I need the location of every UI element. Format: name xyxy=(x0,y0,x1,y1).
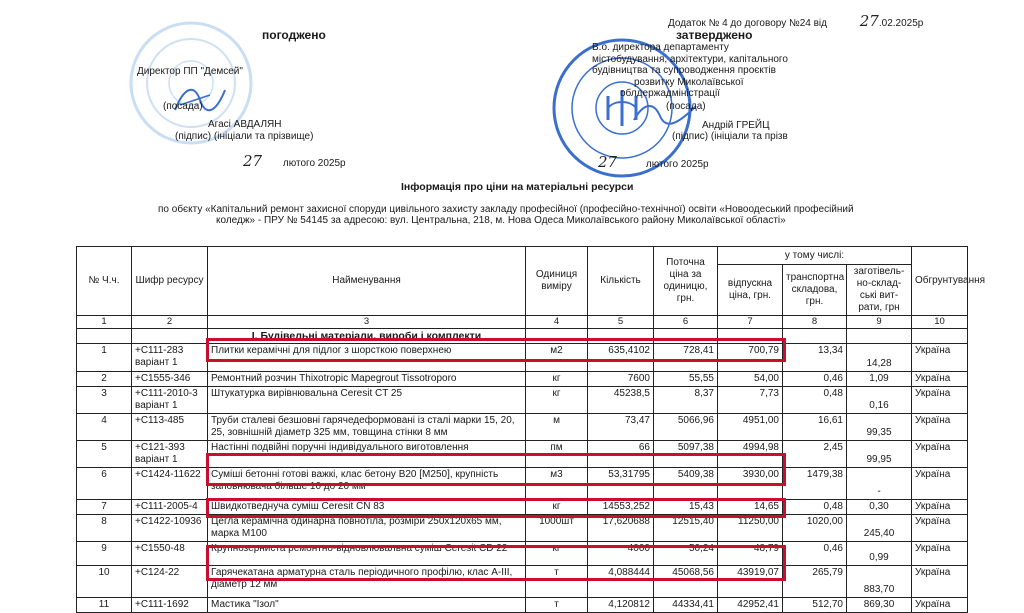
table-row xyxy=(77,387,968,414)
header-name: Найменування xyxy=(208,247,526,316)
cell-release: 43919,07 xyxy=(718,566,783,598)
cell-origin: Україна xyxy=(912,372,968,387)
left-position: Директор ПП "Демсей" xyxy=(137,66,243,77)
cell-release: 42952,41 xyxy=(718,598,783,613)
cell-transport: 13,34 xyxy=(783,344,847,372)
col-number: 5 xyxy=(588,316,654,329)
object-line-1: по обєкту «Капітальний ремонт захисної споруди цивільного захисту закладу професійної (професійно-технічної) освіти «Новоодеський професійний xyxy=(158,204,854,215)
cell-transport: 0,48 xyxy=(783,500,847,515)
right-date: 27 лютого 2025р xyxy=(598,153,709,171)
table-row xyxy=(77,468,968,500)
cell-qty: 45238,5 xyxy=(588,387,654,414)
col-number: 1 xyxy=(77,316,132,329)
cell-no: 6 xyxy=(77,468,132,500)
cell-origin: Україна xyxy=(912,566,968,598)
left-signature-icon xyxy=(170,80,230,120)
cell-transport: 16,61 xyxy=(783,414,847,441)
cell-code: +С1422-10936 xyxy=(132,515,208,542)
cell-unit: 1000шт xyxy=(526,515,588,542)
cell-qty: 53,31795 xyxy=(588,468,654,500)
cell-no: 1 xyxy=(77,344,132,372)
table-row xyxy=(77,542,968,566)
cell-transport: 1020,00 xyxy=(783,515,847,542)
cell-price: 44334,41 xyxy=(654,598,718,613)
col-number: 8 xyxy=(783,316,847,329)
cell-name: Ремонтний розчин Thixotropic Mapegrout Tissotroporo xyxy=(208,372,526,387)
right-signer-caption: (підпис) (ініціали та прізв xyxy=(672,131,788,142)
cell-procure: 0,99 xyxy=(847,542,912,566)
cell-name: Штукатурка вирівнювальна Ceresit CT 25 xyxy=(208,387,526,414)
right-position: В.о. директора департаменту містобудування, архітектури, капітального будівництва та супроводження проєктів розвитку Миколаївської облдержадміністрації xyxy=(592,42,788,99)
cell-qty: 14553,252 xyxy=(588,500,654,515)
header-release: відпускна ціна, грн. xyxy=(718,265,783,316)
cell-name: Мастика "Ізол" xyxy=(208,598,526,613)
cell-no: 2 xyxy=(77,372,132,387)
cell-qty: 635,4102 xyxy=(588,344,654,372)
cell-price: 15,43 xyxy=(654,500,718,515)
table-row xyxy=(77,515,968,542)
cell-unit: кг xyxy=(526,372,588,387)
cell-unit: м xyxy=(526,414,588,441)
cell-transport: 0,46 xyxy=(783,372,847,387)
left-signer-name: Агасі АВДАЛЯН xyxy=(208,119,282,130)
cell-unit: м2 xyxy=(526,344,588,372)
col-number: 7 xyxy=(718,316,783,329)
cell-price: 5409,38 xyxy=(654,468,718,500)
cell-price: 728,41 xyxy=(654,344,718,372)
cell-code: +С1424-11622 xyxy=(132,468,208,500)
cell-transport: 0,48 xyxy=(783,387,847,414)
cell-price: 45068,56 xyxy=(654,566,718,598)
table-row xyxy=(77,372,968,387)
cell-unit: пм xyxy=(526,441,588,468)
cell-price: 5066,96 xyxy=(654,414,718,441)
cell-origin: Україна xyxy=(912,598,968,613)
cell-transport: 512,70 xyxy=(783,598,847,613)
cell-no: 4 xyxy=(77,414,132,441)
cell-transport: 2,45 xyxy=(783,441,847,468)
cell-price: 8,37 xyxy=(654,387,718,414)
cell-unit: кг xyxy=(526,542,588,566)
cell-price: 5097,38 xyxy=(654,441,718,468)
cell-release: 3930,00 xyxy=(718,468,783,500)
left-date: 27 лютого 2025р xyxy=(243,152,346,170)
cell-name: Цегла керамічна одинарна повнотіла, розміри 250х120х65 мм, марка М100 xyxy=(208,515,526,542)
header-including: у тому числі: xyxy=(718,247,912,265)
cell-transport: 0,46 xyxy=(783,542,847,566)
cell-qty: 66 xyxy=(588,441,654,468)
cell-no: 7 xyxy=(77,500,132,515)
cell-name: Гарячекатана арматурна сталь періодичного профілю, клас А-III, діаметр 12 мм xyxy=(208,566,526,598)
cell-unit: т xyxy=(526,598,588,613)
left-approval-title: погоджено xyxy=(262,28,326,42)
cell-procure: 245,40 xyxy=(847,515,912,542)
table-row xyxy=(77,414,968,441)
table-row xyxy=(77,441,968,468)
cell-release: 54,00 xyxy=(718,372,783,387)
header-code: Шифр ресурсу xyxy=(132,247,208,316)
cell-origin: Україна xyxy=(912,414,968,441)
cell-name: Труби сталеві безшовні гарячедеформовані із сталі марки 15, 20, 25, зовнішній діаметр 325 мм, товщина стінки 8 мм xyxy=(208,414,526,441)
cell-qty: 4,088444 xyxy=(588,566,654,598)
cell-origin: Україна xyxy=(912,515,968,542)
table-row xyxy=(77,566,968,598)
cell-origin: Україна xyxy=(912,344,968,372)
cell-procure: 14,28 xyxy=(847,344,912,372)
col-number: 4 xyxy=(526,316,588,329)
cell-price: 12515,40 xyxy=(654,515,718,542)
cell-procure: 99,35 xyxy=(847,414,912,441)
materials-price-table xyxy=(76,246,986,613)
cell-no: 3 xyxy=(77,387,132,414)
cell-code: +С111-2005-4 xyxy=(132,500,208,515)
document-title: Інформація про ціни на матеріальні ресурси xyxy=(401,181,634,193)
cell-procure: 99,95 xyxy=(847,441,912,468)
cell-procure: - xyxy=(847,468,912,500)
cell-origin: Україна xyxy=(912,542,968,566)
right-approval-title: затверджено xyxy=(676,28,753,42)
col-number: 3 xyxy=(208,316,526,329)
header-origin: Обгрунтування xyxy=(912,247,968,316)
cell-procure: 883,70 xyxy=(847,566,912,598)
cell-code: +С111-1692 xyxy=(132,598,208,613)
cell-price: 50,24 xyxy=(654,542,718,566)
cell-name: Крупнозерниста ремонтно-відновлювальна суміш Ceresit CD 22 xyxy=(208,542,526,566)
cell-release: 700,79 xyxy=(718,344,783,372)
cell-code: +С1550-48 xyxy=(132,542,208,566)
cell-unit: кг xyxy=(526,387,588,414)
cell-price: 55,55 xyxy=(654,372,718,387)
cell-unit: м3 xyxy=(526,468,588,500)
cell-name: Суміші бетонні готові важкі, клас бетону В20 [М250], крупність заповнювача більше 10 до 20 мм xyxy=(208,468,526,500)
cell-release: 4994,98 xyxy=(718,441,783,468)
cell-transport: 265,79 xyxy=(783,566,847,598)
cell-procure: 0,30 xyxy=(847,500,912,515)
cell-origin: Україна xyxy=(912,500,968,515)
header-price: Поточна ціна за одиницю, грн. xyxy=(654,247,718,316)
right-signer-name: Андрій ГРЕЙЦ xyxy=(702,120,770,131)
header-unit: Одиниця виміру xyxy=(526,247,588,316)
cell-origin: Україна xyxy=(912,441,968,468)
col-number: 2 xyxy=(132,316,208,329)
cell-procure: 0,16 xyxy=(847,387,912,414)
col-number: 9 xyxy=(847,316,912,329)
addendum-text: Додаток № 4 до договору №24 від 27.02.2025р xyxy=(668,12,924,30)
header-no: № Ч.ч. xyxy=(77,247,132,316)
table-row xyxy=(77,344,968,372)
cell-code: +С121-393 варіант 1 xyxy=(132,441,208,468)
cell-qty: 4,120812 xyxy=(588,598,654,613)
cell-origin: Україна xyxy=(912,387,968,414)
table-row xyxy=(77,598,968,613)
cell-code: +С124-22 xyxy=(132,566,208,598)
section-title: I. Будівельні матеріали, вироби і комплекти xyxy=(208,329,526,344)
cell-no: 10 xyxy=(77,566,132,598)
cell-code: +С111-283 варіант 1 xyxy=(132,344,208,372)
cell-origin: Україна xyxy=(912,468,968,500)
cell-no: 9 xyxy=(77,542,132,566)
cell-release: 4951,00 xyxy=(718,414,783,441)
cell-code: +С111-2010-3 варіант 1 xyxy=(132,387,208,414)
header-transport: транспортна складова, грн. xyxy=(783,265,847,316)
cell-release: 11250,00 xyxy=(718,515,783,542)
cell-no: 8 xyxy=(77,515,132,542)
cell-release: 48,79 xyxy=(718,542,783,566)
header-procure: заготівель-но-склад-ські вит-рати, грн xyxy=(847,265,912,316)
cell-qty: 7600 xyxy=(588,372,654,387)
cell-release: 7,73 xyxy=(718,387,783,414)
header-qty: Кількість xyxy=(588,247,654,316)
cell-qty: 73,47 xyxy=(588,414,654,441)
cell-unit: кг xyxy=(526,500,588,515)
cell-name: Плитки керамічні для підлог з шорсткою поверхнею xyxy=(208,344,526,372)
cell-qty: 17,620688 xyxy=(588,515,654,542)
cell-unit: т xyxy=(526,566,588,598)
cell-no: 5 xyxy=(77,441,132,468)
cell-name: Настінні подвійні поручні індивідуального виготовлення xyxy=(208,441,526,468)
object-line-2: коледж» - ПРУ № 54145 за адресою: вул. Центральна, 218, м. Нова Одеса Миколаївського району Миколаївської області» xyxy=(216,215,786,226)
left-posada-caption: (посада) xyxy=(163,101,203,112)
cell-name: Швидкотведнуча суміш Ceresit CN 83 xyxy=(208,500,526,515)
cell-qty: 4000 xyxy=(588,542,654,566)
cell-no: 11 xyxy=(77,598,132,613)
right-posada-caption: (посада) xyxy=(666,101,706,112)
col-number: 6 xyxy=(654,316,718,329)
cell-code: +С113-485 xyxy=(132,414,208,441)
col-number: 10 xyxy=(912,316,968,329)
cell-transport: 1479,38 xyxy=(783,468,847,500)
left-signer-caption: (підпис) (ініціали та прізвище) xyxy=(175,131,314,142)
cell-release: 14,65 xyxy=(718,500,783,515)
table-row xyxy=(77,500,968,515)
cell-procure: 869,30 xyxy=(847,598,912,613)
cell-procure: 1,09 xyxy=(847,372,912,387)
cell-code: +С1555-346 xyxy=(132,372,208,387)
